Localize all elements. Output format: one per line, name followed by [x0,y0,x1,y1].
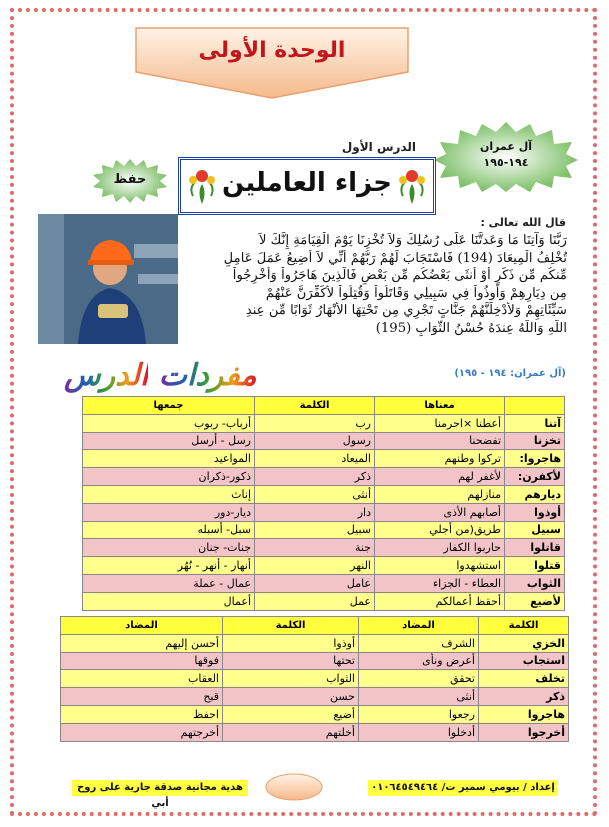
unit-title: الوحدة الأولى [198,38,346,63]
heading-word: مفردات [158,358,257,393]
table-row [83,521,565,539]
verse-line: تُخْلِفُ الْمِيعَادَ (194) فَاسْتَجَابَ لَهُمْ رَبُّهُمْ أَنِّي لاَ أُضِيعُ عَمَلَ عَامِلٍ [223,250,567,266]
table-cell: ذكر [479,688,569,706]
table-cell: استشهدوا [375,557,505,575]
table-cell: الشرف [359,634,479,652]
table-cell: عمل [255,592,375,610]
table-cell: عمال - عملة [83,574,255,592]
table-cell: أخرجوا [479,723,569,741]
table-cell: منازلهم [375,485,505,503]
table-cell: أضيع [223,705,359,723]
passage-intro: قال الله تعالى : [480,216,566,229]
table-cell: إناث [83,485,255,503]
column-header: الكلمة [479,617,569,635]
antonyms-table [60,616,569,742]
table-row [61,634,569,652]
table-cell: دار [255,503,375,521]
table-row [61,705,569,723]
table-cell: رسل - أرسل [83,432,255,450]
table-cell: أنهار - أنهر - نُهُر [83,557,255,575]
section-heading [64,358,288,400]
table-cell: أصابهم الأذى [375,503,505,521]
column-header: المضاد [359,617,479,635]
table-row [61,670,569,688]
table-cell: تفضحنا [375,432,505,450]
verse-line: اللّهِ وَاللّهُ عِندَهُ حُسْنُ الثَّوَابِ (195) [375,320,567,336]
table-cell: الثواب [223,670,359,688]
table-cell: قاتلوا [505,539,565,557]
footer-oval-shape [264,772,324,802]
table-cell: سبيل [505,521,565,539]
table-cell: تخزنا [505,432,565,450]
flower-ornament-icon [395,166,429,206]
table-cell: أحقظ أعمالكم [375,592,505,610]
table-row [83,450,565,468]
table-cell: أحسن إليهم [61,634,223,652]
table-cell: تركوا وطنهم [375,450,505,468]
verse-line: مِن دِيَارِهِمْ وَأُوذُواْ فِي سَبِيلِي وَقَاتَلُواْ وَقُتِلُواْ لأُكَفِّرَنَّ عَنْهُمْ [265,285,567,301]
table-cell: ديار-دور [83,503,255,521]
table-cell: أوذوا [223,634,359,652]
table-cell: أعطنا ×احرمنا [375,414,505,432]
column-header: معناها [375,397,505,415]
table-cell: أعمال [83,592,255,610]
table-cell: أنثى [255,485,375,503]
table-cell: رسول [255,432,375,450]
table-cell: المواعيد [83,450,255,468]
table-cell: ذكر [255,468,375,486]
heading-word: الدرس [64,358,149,393]
table-row [83,432,565,450]
table-cell: أخرجتهم [61,723,223,741]
table-cell: لأغفر لهم [375,468,505,486]
lesson-title-box [178,157,436,215]
column-header: المضاد [61,617,223,635]
table-cell: أرباب- ربوب [83,414,255,432]
table-cell: هاجروا: [505,450,565,468]
table-cell: جنة [255,539,375,557]
surah-badge [432,120,580,194]
table-cell: ذكور-ذكران [83,468,255,486]
table-cell: الميعاد [255,450,375,468]
table-row [83,539,565,557]
quran-passage [182,232,567,337]
table-row [83,557,565,575]
table-cell: لأكفرن: [505,468,565,486]
table-cell: أنثى [359,688,479,706]
table-cell: رب [255,414,375,432]
table-cell: تخلف [479,670,569,688]
table-row [83,503,565,521]
surah-name: آل عمران [479,140,533,153]
memorize-label: حفظ [113,172,147,187]
table-cell: الخزي [479,634,569,652]
table-cell: لأضيع [505,592,565,610]
verse-line: سَيِّئَاتِهِمْ وَلأُدْخِلَنَّهُمْ جَنَّاتٍ تَجْرِي مِن تَحْتِهَا الأَنْهَارُ ثَوَابًا مِّن عِندِ [245,303,567,318]
verse-line: رَبَّنَا وَآتِنَا مَا وَعَدتَّنَا عَلَى رُسُلِكَ وَلاَ تُخْزِنَا يَوْمَ الْقِيَامَةِ إِنَّكَ لاَ [258,233,567,248]
table-cell: النهر [255,557,375,575]
footer-author: إعداد / بيومي سمير ت/ ٠١٠٦٤٥٤٩٤٦٤ [368,780,558,796]
table-cell: جنات- جنان [83,539,255,557]
table-cell: الثواب [505,574,565,592]
table-row [83,485,565,503]
surah-verses: ١٩٤-١٩٥ [483,156,529,169]
table-cell: استجاب [479,652,569,670]
table-cell: تحقق [359,670,479,688]
table-cell: أعرض ونأى [359,652,479,670]
footer-dedication: هدية مجانية صدقة جارية على روح أبي [72,780,248,796]
table-row [61,652,569,670]
table-cell: سبل- أسبله [83,521,255,539]
lesson-title: جزاء العاملين [221,168,392,198]
table-cell: آتنا [505,414,565,432]
table-cell: العطاء - الجزاء [375,574,505,592]
table-cell: طريق(من أجلي [375,521,505,539]
table-cell: قتلوا [505,557,565,575]
vocabulary-table [82,396,565,611]
passage-reference: (آل عمران: ١٩٤ - ١٩٥) [454,368,566,379]
table-cell: تحتها [223,652,359,670]
memorize-badge [92,158,168,204]
flower-ornament-icon [185,166,219,206]
table-cell: أدخلوا [359,723,479,741]
table-row [61,688,569,706]
table-cell: ديارهم [505,485,565,503]
column-header: جمعها [83,397,255,415]
table-row [61,723,569,741]
table-cell: سبيل [255,521,375,539]
table-cell: رجعوا [359,705,479,723]
table-cell: هاجروا [479,705,569,723]
table-cell: فوقها [61,652,223,670]
table-row [83,592,565,610]
lesson-label: الدرس الأول [341,140,416,154]
table-cell: عامل [255,574,375,592]
verse-line: مِّنكُم مِّن ذَكَرٍ أَوْ أُنثَى بَعْضُكُم مِّن بَعْضٍ فَالَّذِينَ هَاجَرُواْ وَأُخْرِجُواْ [232,268,567,283]
unit-banner [132,24,412,102]
column-header [505,397,565,415]
table-cell: حسن [223,688,359,706]
column-header: الكلمة [223,617,359,635]
column-header: الكلمة [255,397,375,415]
table-cell: احفظ [61,705,223,723]
table-row [83,574,565,592]
table-row [83,414,565,432]
table-row [83,468,565,486]
table-cell: أوذوا [505,503,565,521]
table-cell: قبح [61,688,223,706]
table-cell: أخلتهم [223,723,359,741]
table-cell: حاربوا الكفار [375,539,505,557]
worker-photo [38,214,178,344]
table-cell: العقاب [61,670,223,688]
